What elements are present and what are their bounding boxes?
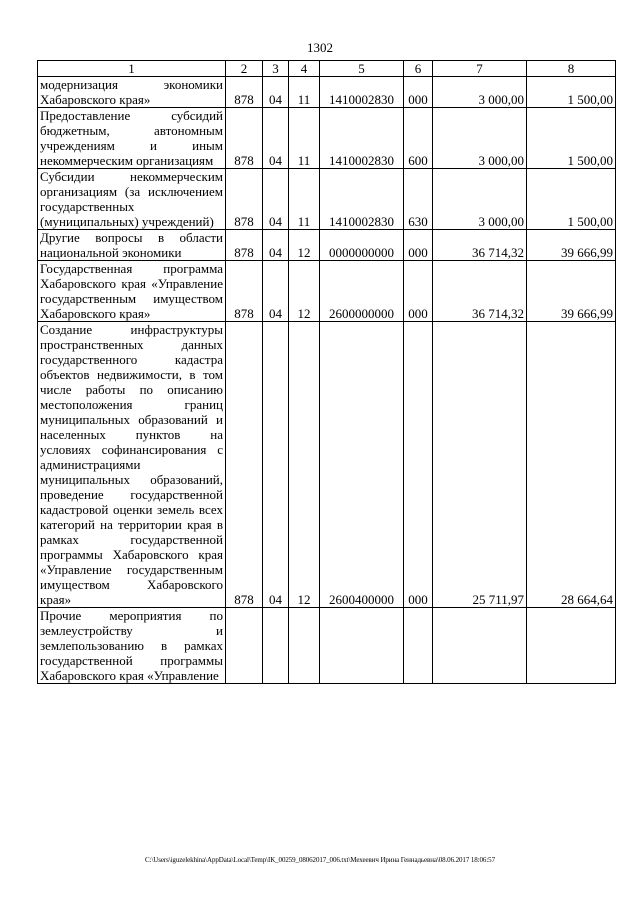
cell-section: 04 (263, 77, 289, 108)
cell-ministry: 878 (226, 230, 263, 261)
cell-subsection (289, 608, 320, 684)
row-name: Предоставление субсидий бюджетным, автономным учреждениям и иным некоммерческим организациям (38, 108, 226, 169)
header-col-5: 5 (320, 61, 404, 77)
header-col-2: 2 (226, 61, 263, 77)
row-name: Прочие мероприятия по землеустройству и землепользованию в рамках государственной программы Хабаровского края «Управление (38, 608, 226, 684)
cell-amount-1: 3 000,00 (433, 169, 527, 230)
cell-target-article: 0000000000 (320, 230, 404, 261)
cell-ministry: 878 (226, 77, 263, 108)
cell-amount-1: 25 711,97 (433, 322, 527, 608)
table-row (38, 261, 616, 322)
cell-section: 04 (263, 322, 289, 608)
header-col-3: 3 (263, 61, 289, 77)
cell-amount-1 (433, 608, 527, 684)
cell-amount-2: 1 500,00 (527, 108, 616, 169)
page-number: 1302 (307, 40, 333, 55)
cell-subsection: 11 (289, 108, 320, 169)
table-row (38, 77, 616, 108)
cell-amount-2: 1 500,00 (527, 77, 616, 108)
file-path-footer: C:\Users\iguzelekhina\AppData\Local\Temp\IK_00259_08062017_006.txt\Мехеевич Ирина Геннадьевна\08.06.2017 18:06:57 (145, 856, 495, 864)
cell-ministry: 878 (226, 261, 263, 322)
cell-target-article: 1410002830 (320, 77, 404, 108)
table-row (38, 108, 616, 169)
table-row (38, 322, 616, 608)
cell-section: 04 (263, 261, 289, 322)
cell-amount-1: 36 714,32 (433, 230, 527, 261)
cell-amount-1: 36 714,32 (433, 261, 527, 322)
table-row (38, 169, 616, 230)
cell-ministry: 878 (226, 108, 263, 169)
cell-expense-type: 000 (404, 261, 433, 322)
row-name: Субсидии некоммерческим организациям (за исключением государственных (муниципальных) учреждений) (38, 169, 226, 230)
cell-expense-type (404, 608, 433, 684)
header-col-4: 4 (289, 61, 320, 77)
cell-amount-2: 28 664,64 (527, 322, 616, 608)
cell-section: 04 (263, 230, 289, 261)
cell-target-article: 2600400000 (320, 322, 404, 608)
table-header-row (38, 61, 616, 77)
cell-target-article: 1410002830 (320, 108, 404, 169)
cell-ministry (226, 608, 263, 684)
cell-section: 04 (263, 108, 289, 169)
cell-subsection: 11 (289, 169, 320, 230)
row-name: Другие вопросы в области национальной экономики (38, 230, 226, 261)
cell-ministry: 878 (226, 322, 263, 608)
cell-section: 04 (263, 169, 289, 230)
budget-table (37, 60, 616, 684)
cell-target-article: 1410002830 (320, 169, 404, 230)
header-col-6: 6 (404, 61, 433, 77)
row-name: Создание инфраструктуры пространственных данных государственного кадастра объектов недвижимости, в том числе работы по описанию местоположения границ муниципальных образований и населенных пунктов на условиях софинансирования с администрациями муниципальных образований, проведение государственной кадастровой оценки земель всех категорий на территории края в рамках государственной программы Хабаровского края «Управление государственным имуществом Хабаровского края» (38, 322, 226, 608)
row-name: Государственная программа Хабаровского края «Управление государственным имуществом Хабаровского края» (38, 261, 226, 322)
cell-amount-2: 1 500,00 (527, 169, 616, 230)
cell-subsection: 12 (289, 230, 320, 261)
header-col-8: 8 (527, 61, 616, 77)
table-row (38, 230, 616, 261)
cell-target-article (320, 608, 404, 684)
header-col-1: 1 (38, 61, 226, 77)
cell-amount-2: 39 666,99 (527, 230, 616, 261)
cell-expense-type: 000 (404, 322, 433, 608)
cell-expense-type: 630 (404, 169, 433, 230)
cell-subsection: 12 (289, 322, 320, 608)
cell-expense-type: 600 (404, 108, 433, 169)
cell-amount-2 (527, 608, 616, 684)
header-col-7: 7 (433, 61, 527, 77)
cell-subsection: 12 (289, 261, 320, 322)
cell-subsection: 11 (289, 77, 320, 108)
table-row (38, 608, 616, 684)
cell-amount-2: 39 666,99 (527, 261, 616, 322)
row-name: модернизация экономики Хабаровского края» (38, 77, 226, 108)
cell-amount-1: 3 000,00 (433, 108, 527, 169)
cell-expense-type: 000 (404, 77, 433, 108)
cell-section (263, 608, 289, 684)
cell-ministry: 878 (226, 169, 263, 230)
cell-amount-1: 3 000,00 (433, 77, 527, 108)
cell-expense-type: 000 (404, 230, 433, 261)
cell-target-article: 2600000000 (320, 261, 404, 322)
